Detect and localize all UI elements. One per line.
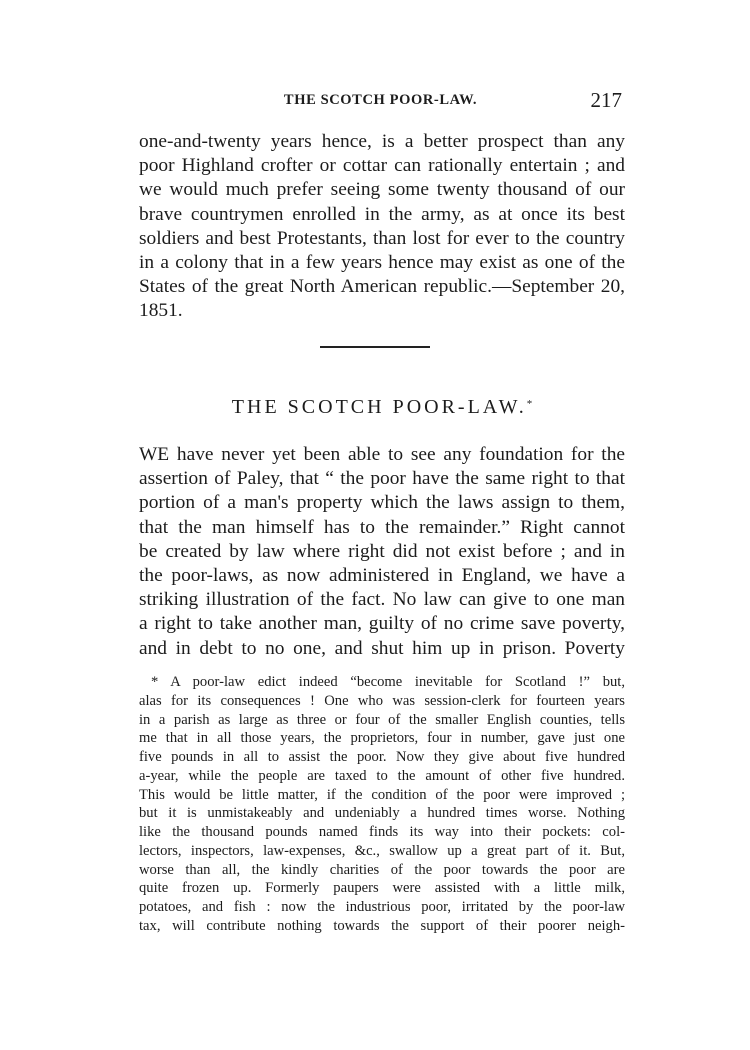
footnote-line: me that in all those years, the proprietors, four in number, gave just one [139, 730, 625, 747]
section-title-text: THE SCOTCH POOR-LAW. [231, 396, 527, 418]
text-line: soldiers and best Protestants, than lost for ever to the country [139, 227, 625, 249]
text-line: 1851. [139, 300, 183, 322]
page-number: 217 [590, 88, 622, 112]
footnote-line: in a parish as large as three or four of the smaller English counties, tells [139, 711, 625, 728]
footnote-line: * A poor-law edict indeed “become inevitable for Scotland !” but, [151, 674, 625, 690]
text-line: the poor-laws, as now administered in England, we have a [139, 565, 625, 587]
text-line: brave countrymen enrolled in the army, as at once its best [139, 203, 625, 225]
footnote-line: quite frozen up. Formerly paupers were assisted with a little milk, [139, 880, 625, 897]
text-line: we would much prefer seeing some twenty thousand of our [139, 179, 625, 201]
text-line: striking illustration of the fact. No law can give to one man [139, 589, 625, 611]
footnote [139, 673, 625, 936]
footnote-line: worse than all, the kindly charities of the poor towards the poor are [139, 861, 625, 878]
footnote-line: a-year, while the people are taxed to the amount of other five hundred. [139, 767, 625, 784]
text-line: assertion of Paley, that “ the poor have the same right to that [139, 468, 625, 490]
footnote-line: but it is unmistakeably and undeniably a hundred times worse. Nothing [139, 805, 625, 822]
text-line: poor Highland crofter or cottar can rationally entertain ; and [139, 155, 625, 177]
text-line: WE have never yet been able to see any foundation for the [139, 444, 625, 465]
text-line: in a colony that in a few years hence may exist as one of the [139, 252, 625, 274]
section-divider [320, 346, 430, 348]
text-line: one-and-twenty years hence, is a better prospect than any [139, 131, 625, 152]
section-title [139, 396, 625, 419]
footnote-line: like the thousand pounds named finds its way into their pockets: col- [139, 824, 625, 840]
text-line: be created by law where right did not exist before ; and in [139, 540, 625, 562]
paragraph-continued [139, 130, 625, 324]
footnote-line: This would be little matter, if the condition of the poor were improved ; [139, 786, 625, 803]
text-line: that the man himself has to the remainder.” Right cannot [139, 516, 625, 538]
footnote-line: lectors, inspectors, law-expenses, &c., swallow up a great part of it. But, [139, 842, 625, 859]
running-head [139, 88, 622, 118]
footnote-marker: * [526, 398, 533, 410]
text-line: States of the great North American republic.—September 20, [139, 276, 625, 298]
text-line: and in debt to no one, and shut him up in prison. Poverty [139, 637, 625, 659]
footnote-line: five pounds in all to assist the poor. Now they give about five hundred [139, 749, 625, 765]
text-line: portion of a man's property which the laws assign to them, [139, 492, 625, 514]
footnote-line: tax, will contribute nothing towards the support of their poorer neigh- [139, 917, 625, 934]
paragraph-main [139, 443, 625, 661]
footnote-line: alas for its consequences ! One who was session-clerk for fourteen years [139, 692, 625, 709]
footnote-line: potatoes, and fish : now the industrious poor, irritated by the poor-law [139, 899, 625, 915]
text-line: a right to take another man, guilty of no crime save poverty, [139, 613, 625, 635]
running-title: THE SCOTCH POOR-LAW. [283, 92, 478, 108]
